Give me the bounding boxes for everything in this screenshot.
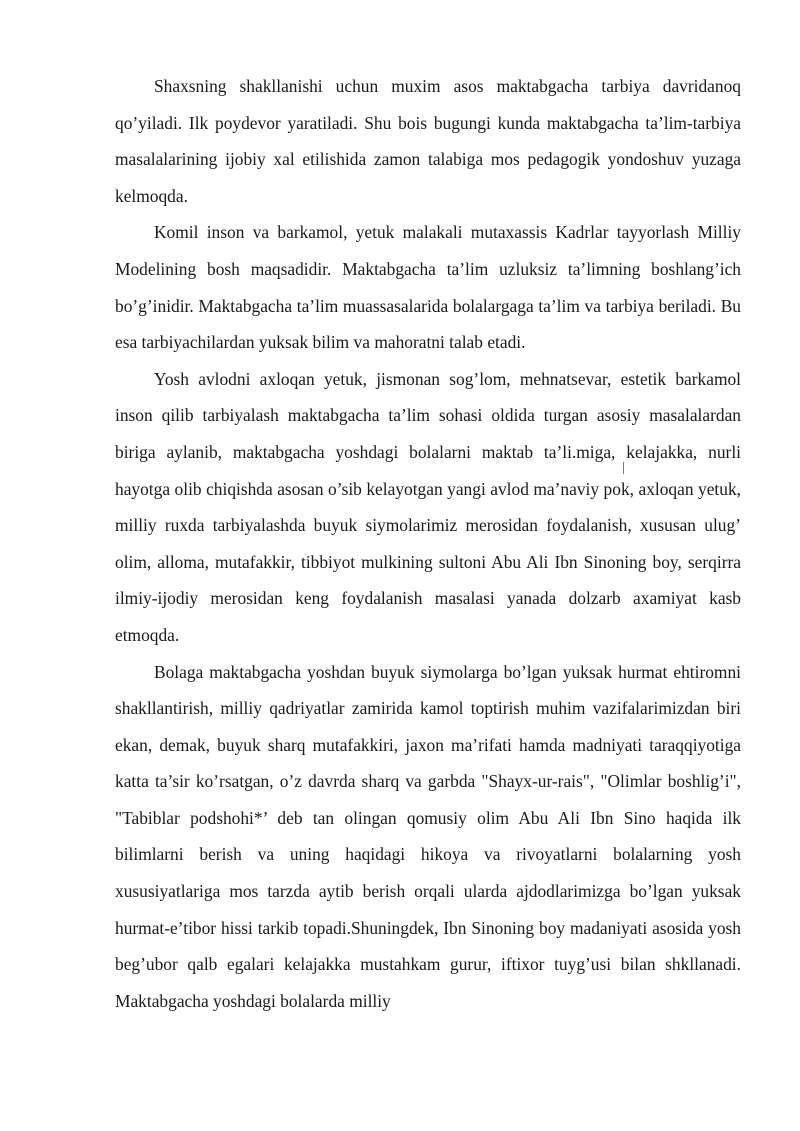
paragraph-2: Komil inson va barkamol, yetuk malakali mutaxassis Kadrlar tayyorlash Milliy Modelining bosh maqsadidir. Maktabgacha ta’lim uzluksiz ta’limning boshlang’ich bo’g’inidir. Maktabgacha ta’lim muassasalarida bolalargaga ta’lim va tarbiya beriladi. Bu esa tarbiyachilardan yuksak bilim va mahoratni talab etadi.: [115, 222, 741, 353]
document-body: [115, 68, 741, 1019]
paragraph-1: Shaxsning shakllanishi uchun muxim asos maktabgacha tarbiya davridanoq qo’yiladi. Ilk poydevor yaratiladi. Shu bois bugungi kunda maktabgacha ta’lim-tarbiya masalalarining ijobiy xal etilishida zamon talabiga mos pedagogik yondoshuv yuzaga kelmoqda.: [115, 76, 741, 206]
scan-artifact-mark: [623, 462, 624, 474]
paragraph-4: Bolaga maktabgacha yoshdan buyuk siymolarga bo’lgan yuksak hurmat ehtiromni shakllantirish, milliy qadriyatlar zamirida kamol toptirish muhim vazifalarimizdan biri ekan, demak, buyuk sharq mutafakkiri, jaxon ma’rifati hamda madniyati taraqqiyotiga katta ta’sir ko’rsatgan, o’z davrda sharq va garbda "Shayx-ur-rais", "Olimlar boshlig’i", "Tabiblar podshohi*’ deb tan olingan qomusiy olim Abu Ali Ibn Sino haqida ilk bilimlarni berish va uning haqidagi hikoya va rivoyatlarni bolalarning yosh xususiyatlariga mos tarzda aytib berish orqali ularda ajdodlarimizga bo’lgan yuksak hurmat-e’tibor hissi tarkib topadi.Shuningdek, Ibn Sinoning boy madaniyati asosida yosh beg’ubor qalb egalari kelajakka mustahkam gurur, iftixor tuyg’usi bilan shkllanadi. Maktabgacha yoshdagi bolalarda milliy: [115, 661, 741, 1011]
paragraph-3: Yosh avlodni axloqan yetuk, jismonan sog’lom, mehnatsevar, estetik barkamol inson qilib tarbiyalash maktabgacha ta’lim sohasi oldida turgan asosiy masalalardan biriga aylanib, maktabgacha yoshdagi bolalarni maktab ta’li.miga, kelajakka, nurli hayotga olib chiqishda asosan o’sib kelayotgan yangi avlod ma’naviy pok, axloqan yetuk, milliy ruxda tarbiyalashda buyuk siymolarimiz merosidan foydalanish, xususan ulug’ olim, alloma, mutafakkir, tibbiyot mulkining sultoni Abu Ali Ibn Sinoning boy, serqirra ilmiy-ijodiy merosidan keng foydalanish masalasi yanada dolzarb axamiyat kasb etmoqda.: [115, 368, 741, 645]
